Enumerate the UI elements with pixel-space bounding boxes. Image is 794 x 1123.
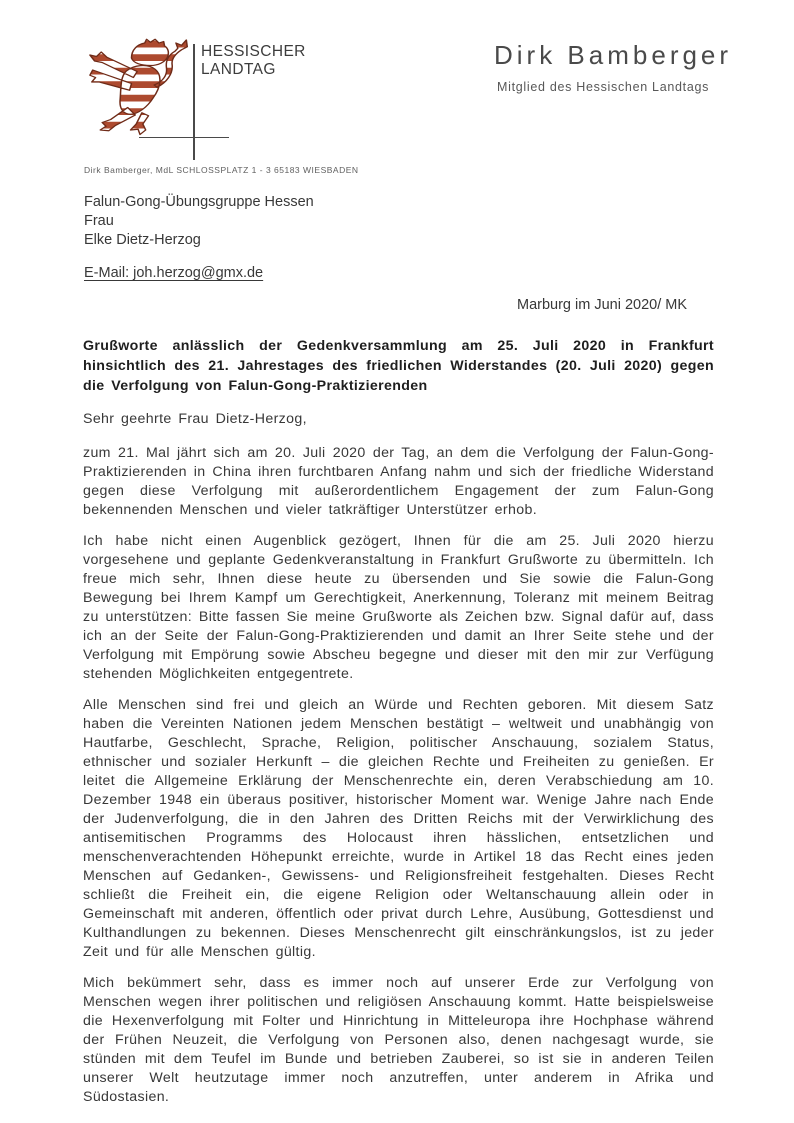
- body-paragraph-1: zum 21. Mal jährt sich am 20. Juli 2020 der Tag, an dem die Verfolgung der Falun-Gong-Praktizierenden in China ihren furchtbaren Anfang nahm und sich der friedliche Widerstand gegen diese Verfolgung mit außerordentlichem Engagement der zum Falun-Gong bekennenden Menschen und vieler tatkräftiger Unterstützer erhob.: [83, 445, 714, 518]
- landtag-wordmark: [201, 43, 306, 79]
- body-paragraph-4: Mich bekümmert sehr, dass es immer noch auf unserer Erde zur Verfolgung von Menschen wegen ihrer politischen und religiösen Anschauung kommt. Hatte beispielsweise die Hexenverfolgung mit Folter und Hinrichtung in Mitteleuropa ihre Hochphase während der Frühen Neuzeit, die Verfolgung von Personen also, denen nachgesagt wurde, sie stünden mit dem Teufel im Bunde und betrieben Zauberei, so ist sie in anderen Teilen unserer Welt heutzutage immer noch anzutreffen, unter anderem in Afrika und Südostasien.: [83, 975, 714, 1105]
- body-paragraph-3: Alle Menschen sind frei und gleich an Würde und Rechten geboren. Mit diesem Satz haben die Vereinten Nationen jedem Menschen bestätigt – weltweit und unabhängig von Hautfarbe, Geschlecht, Sprache, Religion, politischer Anschauung, sozialem Status, ethnischer und sozialer Herkunft – die gleichen Rechte und Freiheiten zu genießen. Er leitet die Allgemeine Erklärung der Menschenrechte ein, deren Verabschiedung am 10. Dezember 1948 ein überaus positiver, historischer Moment war. Wenige Jahre nach Ende der Judenverfolgung, die in den Jahren des Dritten Reichs mit der Verwirklichung des antisemitischen Programms des Holocaust ihren hässlichen, entsetzlichen und menschenverachtenden Höhepunkt erreichte, wurde in Artikel 18 das Recht eines jeden Menschen auf Gedanken-, Gewissens- und Religionsfreiheit festgehalten. Dieses Recht schließt die Freiheit ein, die eigene Religion oder Weltanschauung allein oder in Gemeinschaft mit anderen, öffentlich oder privat durch Lehre, Ausübung, Gottesdienst und Kulthandlungen zu bekennen. Dieses Menschenrecht gilt einschränkungslos, ist zu jeder Zeit und für alle Menschen gültig.: [83, 697, 714, 960]
- recipient-name: Elke Dietz-Herzog: [84, 232, 201, 248]
- salutation-line: Sehr geehrte Frau Dietz-Herzog,: [83, 411, 307, 427]
- landtag-wordmark-line1: HESSISCHER: [201, 43, 306, 60]
- body-paragraph-2: Ich habe nicht einen Augenblick gezögert, Ihnen für die am 25. Juli 2020 hierzu vorgesehene und geplante Gedenkveranstaltung in Frankfurt Grußworte zu übermitteln. Ich freue mich sehr, Ihnen diese heute zu übersenden und Sie sowie die Falun-Gong Bewegung bei Ihrem Kampf um Gerechtigkeit, Anerkennung, Toleranz mit meinem Beitrag zu unterstützen: Bitte fassen Sie meine Grußworte als Zeichen bzw. Signal dafür auf, dass ich an der Seite der Falun-Gong-Praktizierenden und damit an Ihrer Seite stehe und der Verfolgung mit Empörung sowie Abscheu begegne und dieser mit den mir zur Verfügung stehenden Möglichkeiten entgegentrete.: [83, 533, 714, 682]
- recipient-block: [84, 193, 314, 283]
- landtag-wordmark-line2: LANDTAG: [201, 61, 276, 78]
- recipient-email: E-Mail: joh.herzog@gmx.de: [84, 265, 264, 281]
- return-address-line: Dirk Bamberger, MdL SCHLOSSPLATZ 1 - 3 65183 WIESBADEN: [84, 165, 359, 175]
- author-role: Mitglied des Hessischen Landtags: [497, 80, 710, 94]
- logo-divider-line: [193, 44, 195, 160]
- author-name: Dirk Bamberger: [494, 40, 733, 70]
- subject-line: Grußworte anlässlich der Gedenkversammlung am 25. Juli 2020 in Frankfurt hinsichtlich des 21. Jahrestages des friedlichen Widerstandes (20. Juli 2020) gegen die Verfolgung von Falun-Gong-Praktizierenden: [83, 338, 714, 394]
- hessen-lion-icon: [88, 37, 192, 136]
- recipient-organisation: Falun-Gong-Übungsgruppe Hessen: [84, 194, 314, 210]
- recipient-salutation: Frau: [84, 213, 114, 229]
- registration-mark: [139, 137, 229, 138]
- letter-body: [83, 336, 714, 1119]
- place-date-line: Marburg im Juni 2020/ MK: [517, 297, 688, 313]
